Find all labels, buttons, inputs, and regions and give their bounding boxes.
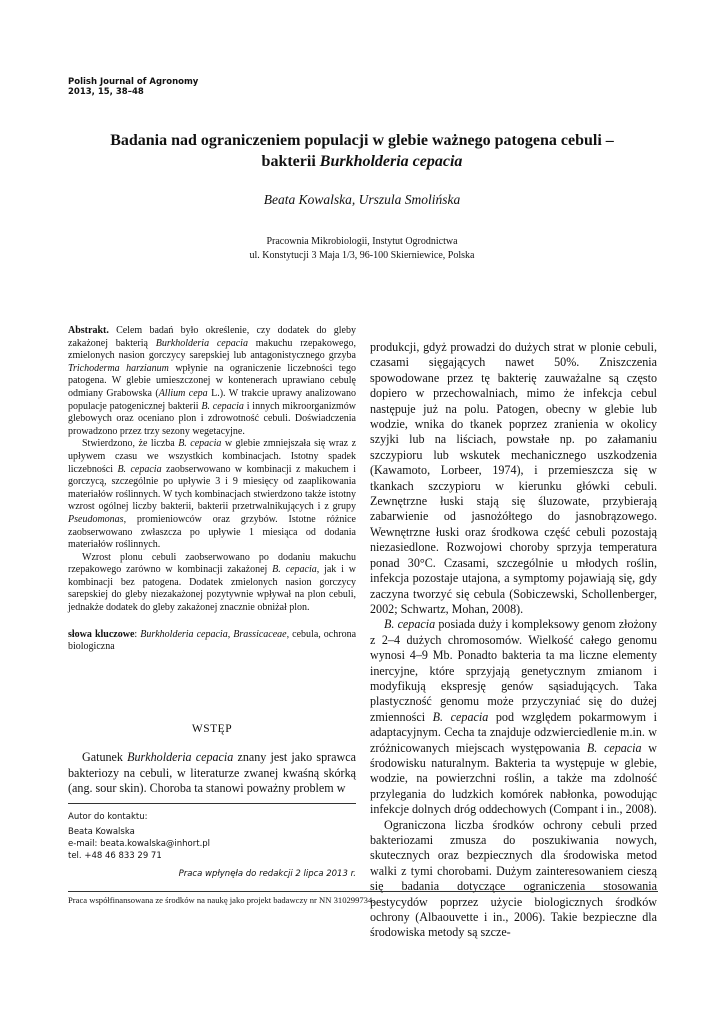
affiliation [40,235,684,263]
journal-name: Polish Journal of Agronomy [68,77,199,87]
text-span: B. cepacia [178,438,222,450]
keywords [68,629,356,654]
abstract-p1 [68,325,356,438]
text-span: cebula, ochrona biologiczna [68,628,357,653]
text-span: Wzrost plonu cebuli zaobserwowano po dodaniu makuchu rzepakowego zarówno w kombinacji zakażonej [68,551,356,576]
text-span: Allium cepa [158,387,208,399]
footnote-divider [68,803,356,804]
text-span: , jak i w kombinacji bez patogena. Dodatek zmielonych nasion gorczycy sarepskiej do gleby niezakażonej pozytywnie wpływał na plon cebuli, jednakże dodatek do gleby zakażonej znacznie obniżał plon. [68,564,357,614]
text-span: Stwierdzono, że liczba [82,438,179,450]
funding-note: Praca współfinansowana ze środków na naukę jako projekt badawczy nr NN 310299734. [68,895,375,905]
received-date: Praca wpłynęła do redakcji 2 lipca 2013 r. [178,869,356,879]
authors: Beata Kowalska, Urszula Smolińska [263,192,461,207]
text-span: posiada duży i kompleksowy genom złożony z 2–4 dużych chromosomów. Wielkość całego genomu wynosi 4–9 Mb. Ponadto bakteria ta ma liczne elementy inercyjne, które sprzyjają genetycznym zmianom i modyfikują ekspresję genów sąsiadujących. Taka plastyczność genomu może przyczyniać się do dużej zmienności [370,617,657,724]
text-span: Burkholderia cepacia [140,628,228,640]
text-span: B. cepacia [201,400,244,412]
text-span: słowa kluczowe [68,628,135,640]
contact-info [68,811,356,880]
title-line2 [40,151,684,172]
title-line1: Badania nad ograniczeniem populacji w glebie ważnego patogena cebuli – [110,132,614,149]
text-span: w środowisku naturalnym. Bakteria ta występuje w glebie, wodzie, na powierzchni roślin, a także ma zdolność przylegania do ludzkich komórek nabłonka, powodując infekcje dolnych dróg oddechowych (Compant i in., 2008). [370,740,658,817]
text-span: Trichoderma harzianum [68,362,169,374]
abstract-p3 [68,552,356,615]
text-span: Abstrakt. [68,325,109,336]
text-span: bakterii [261,153,320,170]
paper-title [40,130,684,172]
right-p1: produkcji, gdyż prowadzi do dużych strat w plonie cebuli, czasami sięgających nawet 50%. Zniszczenia spowodowane przez tę bakterię zauważalne są często dopiero w przechowalniach, mimo że infekcja cebul następuje już na polu. Patogen, obecny w glebie lub wodzie, wnika do tkanek poprzez zranienia w okolicy szyjki lub na liściach, powstałe np. po załamaniu szczypioru lub wskutek mechanicznego uszkodzenia (Kawamoto, Lorbeer, 1974), i przemieszcza się w tkankach szczypioru w kierunku główki cebuli. Zewnętrzne łuski stają się śluzowate, przybierają zabarwienie od jasnożółtego do jasnobrązowego. Wewnętrzne łuski oraz środkowa część cebuli pozostają niezasiedlone. Rozwojowi choroby sprzyja temperatura ponad 30°C. Czasami, szczególnie u młodych roślin, infekcja pozostaje utajona, a symptomy pojawiają się, gdy zaczyna tworzyć się cebula (Sobiczewski, Schollenberger, 2002; Schwartz, Mohan, 2008). [370,340,657,616]
journal-header [68,77,198,97]
text-span: Gatunek [82,750,128,764]
text-span: , [227,628,234,640]
text-span: B. cepacia [272,564,317,576]
right-p3: Ograniczona liczba środków ochrony cebuli przed bakteriozami zmusza do poszukiwania nowych, skutecznych oraz bezpiecznych dla środowiska metod walki z tymi chorobami. Dużym zainteresowaniem cieszą się badania dotyczące ograniczenia stosowania pestycydów poprzez użycie biologicznych środków ochrony (Albaouvette i in., 2006). Takie bezpieczne dla środowiska metody są szcze- [370,817,657,940]
affiliation-line2: ul. Konstytucji 3 Maja 1/3, 96-100 Skierniewice, Polska [249,250,475,261]
text-span: B. cepacia [384,617,436,632]
text-span: Burkholderia cepacia [319,153,463,170]
text-span: : [134,628,141,640]
text-span: i innych mikroorganizmów glebowych oraz oceniano plon i zdrowotność cebuli. Doświadczenia prowadzono przez trzy sezony wegetacyjne. [68,400,357,437]
funding-divider [68,891,658,892]
contact-email[interactable]: e-mail: beata.kowalska@inhort.pl [68,839,211,849]
abstract-p2 [68,438,356,551]
contact-phone: tel. +48 46 833 29 71 [68,851,162,861]
intro-paragraph [68,750,356,797]
abstract [68,325,356,654]
contact-name: Beata Kowalska [68,827,135,837]
text-span: wpłynie na ograniczenie liczebności tego patogena. W glebie umieszczonej w kontenerach uprawiano cebulę odmiany Grabowska ( [68,362,356,399]
text-span: L.). W trakcie uprawy analizowano populacje patogenicznej bakterii [68,387,356,412]
affiliation-line1: Pracownia Mikrobiologii, Instytut Ogrodnictwa [266,236,458,247]
text-span: B. cepacia [117,463,162,475]
text-span: Brassicaceae, [233,628,290,640]
text-span: w glebie zmniejszała się wraz z upływem czasu we wszystkich kombinacjach. Istotny spadek liczebności [68,438,357,475]
text-span: Burkholderia cepacia [127,750,234,764]
text-span: znany jest jako sprawca bakteriozy na cebuli, w literaturze zwanej kwaśną skórką (ang. sour skin). Choroba ta stanowi poważny problem w [68,750,356,796]
text-span: B. cepacia [586,740,642,755]
text-span: zaobserwowano w kombinacji z makuchem i gorczycą, szczególnie po upływie 3 i 9 miesięcy od zaaplikowania materiałów roślinnych. W tych kombinacjach stwierdzono także istotny wzrost ogólnej liczby bakterii, bakterii przetrwalnikujących i z grupy [68,463,356,513]
text-span: makuchu rzepakowego, zmielonych nasion gorczycy sarepskiej lub antagonistycznego grzyba [68,337,356,362]
text-span: B. cepacia [432,709,489,724]
text-span: pod względem pokarmowym i adaptacyjnym. Cecha ta znajduje odzwierciedlenie m.in. w zróżnicowanych miejscach występowania [370,709,657,755]
text-span: Burkholderia cepacia [155,337,248,349]
text-span: Celem badań było określenie, czy dodatek do gleby zakażonej bakterią [68,325,356,349]
text-span: , promieniowców oraz grzybów. Istotne różnice zaobserwowano zwłaszcza po upływie 1 miesiąca od dodania materiałów roślinnych. [68,513,356,551]
right-p2 [370,617,657,817]
text-span: Pseudomonas [68,513,124,525]
journal-issue: 2013, 15, 38–48 [68,87,144,97]
section-heading-intro: WSTĘP [191,723,233,735]
right-column-text [370,340,657,941]
contact-label: Autor do kontaktu: [68,812,148,822]
